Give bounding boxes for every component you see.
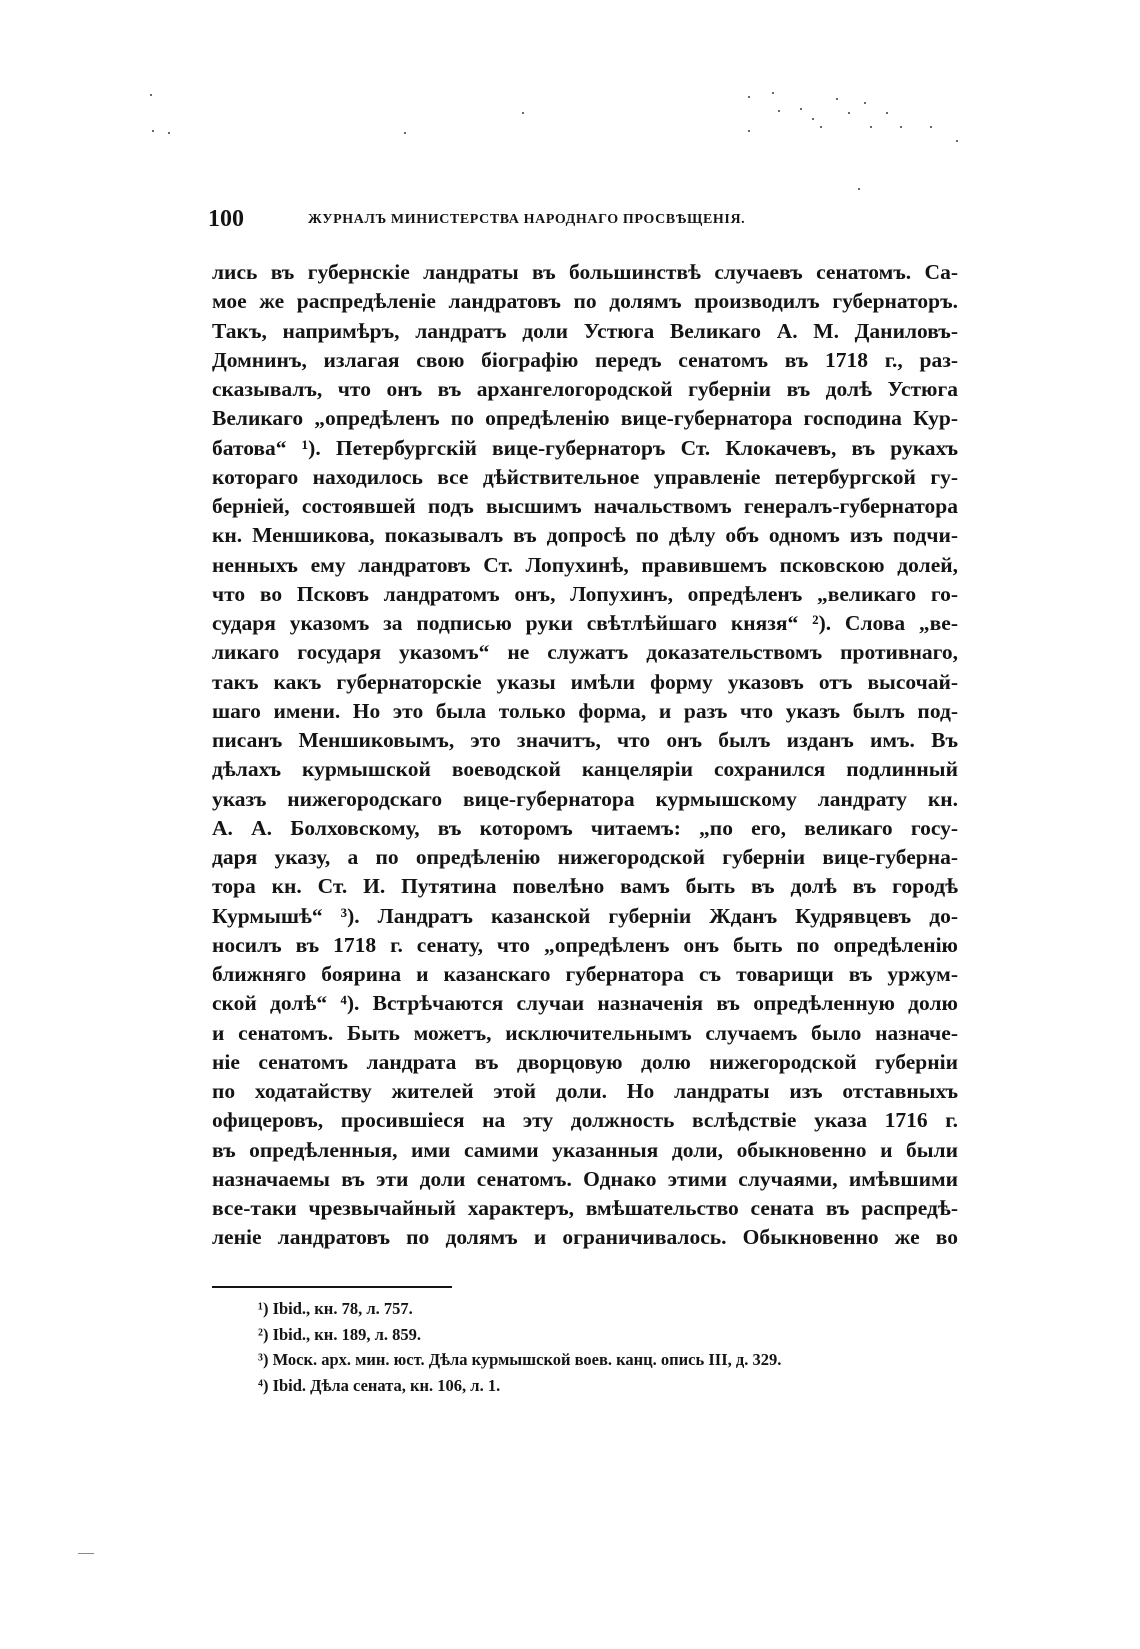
text-line: кн. Меншикова, показывалъ въ допросѣ по дѣлу объ одномъ изъ подчи- (212, 523, 958, 548)
footnote-3: ³) Моск. арх. мин. юст. Дѣла курмышской воев. канц. опись III, д. 329. (258, 1350, 782, 1369)
text-line: леніе ландратовъ по долямъ и ограничивалось. Обыкновенно же во (212, 1225, 958, 1250)
text-line: котораго находилось все дѣйствительное управленіе петербургской гу- (212, 464, 958, 489)
text-line: писанъ Меншиковымъ, это значитъ, что онъ былъ изданъ имъ. Въ (212, 728, 958, 752)
footnote-1: ¹) Ibid., кн. 78, л. 757. (258, 1299, 413, 1318)
text-line: по ходатайству жителей этой доли. Но ландраты изъ отставныхъ (212, 1079, 958, 1103)
text-line: батова“ ¹). Петербургскій вице-губернаторъ Ст. Клокачевъ, въ рукахъ (212, 435, 958, 460)
text-line: шаго имени. Но это была только форма, и разъ что указъ былъ под- (212, 698, 958, 723)
footnote-2: ²) Ibid., кн. 189, л. 859. (258, 1324, 421, 1344)
text-line: сказывалъ, что онъ въ архангелогородской губерніи въ долѣ Устюга (212, 377, 958, 401)
running-head: ЖУРНАЛЪ МИНИСТЕРСТВА НАРОДНАГО ПРОСВѢЩЕНІЯ. (308, 212, 746, 227)
text-line: ликаго государя указомъ“ не служатъ доказательствомъ противнаго, (212, 640, 958, 665)
text-line: А. А. Болховскому, въ которомъ читаемъ: „по его, великаго госу- (212, 815, 958, 840)
text-line: лись въ губернскіе ландраты въ большинствѣ случаевъ сенатомъ. Са- (212, 260, 958, 284)
text-line: мое же распредѣленіе ландратовъ по долямъ производилъ губернаторъ. (212, 289, 958, 314)
page-number: 100 (208, 206, 244, 232)
text-line: указъ нижегородскаго вице-губернатора курмышскому ландрату кн. (212, 786, 958, 811)
text-line: все-таки чрезвычайный характеръ, вмѣшательство сената въ распредѣ- (212, 1196, 958, 1220)
footnotes (258, 1296, 938, 1398)
text-line: такъ какъ губернаторскіе указы имѣли форму указовъ отъ высочай- (212, 669, 958, 694)
page-header (208, 204, 848, 238)
text-line: ской долѣ“ ⁴). Встрѣчаются случаи назначенія въ опредѣленную долю (212, 991, 958, 1016)
text-line: Домнинъ, излагая свою біографію передъ сенатомъ въ 1718 г., раз- (212, 347, 958, 372)
text-line: тора кн. Ст. И. Путятина повелѣно вамъ быть въ долѣ въ городѣ (212, 874, 958, 899)
text-line: носилъ въ 1718 г. сенату, что „опредѣленъ онъ быть по опредѣленію (212, 932, 958, 957)
text-line: дѣлахъ курмышской воеводской канцеляріи сохранился подлинный (212, 757, 958, 782)
text-line: и сенатомъ. Быть можетъ, исключительнымъ случаемъ было назначе- (212, 1020, 958, 1045)
text-line: въ опредѣленныя, ими самими указанныя доли, обыкновенно и были (212, 1137, 958, 1162)
text-line: назначаемы въ эти доли сенатомъ. Однако этими случаями, имѣвшими (212, 1166, 958, 1191)
text-line: Курмышѣ“ ³). Ландратъ казанской губерніи Жданъ Кудрявцевъ до- (212, 903, 958, 928)
text-line: Великаго „опредѣленъ по опредѣленію вице-губернатора господина Кур- (212, 406, 958, 431)
text-line: Такъ, напримѣръ, ландратъ доли Устюга Великаго А. М. Даниловъ- (212, 318, 958, 343)
footnote-4: ⁴) Ibid. Дѣла сената, кн. 106, л. 1. (258, 1375, 501, 1395)
margin-mark (78, 1553, 94, 1554)
text-line: ніе сенатомъ ландрата въ дворцовую долю нижегородской губерніи (212, 1049, 958, 1074)
text-line: сударя указомъ за подписью руки свѣтлѣйшаго князя“ ²). Слова „ве- (212, 611, 958, 635)
text-line: что во Псковъ ландратомъ онъ, Лопухинъ, опредѣленъ „великаго го- (212, 581, 958, 606)
text-line: ближняго боярина и казанскаго губернатора съ товарищи въ уржум- (212, 962, 958, 986)
text-line: даря указу, а по опредѣленію нижегородской губерніи вице-губерна- (212, 845, 958, 869)
text-line: ненныхъ ему ландратовъ Ст. Лопухинѣ, правившемъ псковскою долей, (212, 552, 958, 577)
footnote-separator-rule (212, 1286, 452, 1288)
text-line: офицеровъ, просившіеся на эту должность вслѣдствіе указа 1716 г. (212, 1108, 958, 1133)
text-line: берніей, состоявшей подъ высшимъ начальствомъ генералъ-губернатора (212, 494, 958, 518)
body-text (212, 258, 958, 1253)
